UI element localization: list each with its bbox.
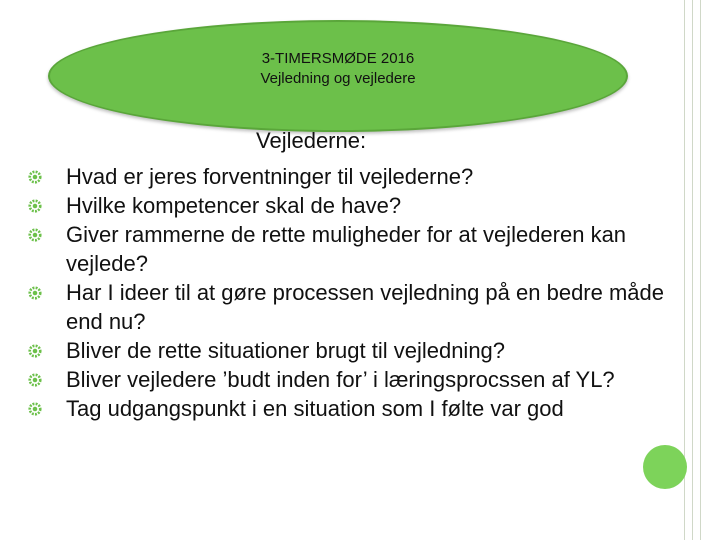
- bullet-text: Giver rammerne de rette muligheder for at vejlederen kan vejlede?: [66, 222, 627, 276]
- bullet-text: Bliver de rette situationer brugt til vejledning?: [66, 338, 506, 363]
- gear-bullet-icon: [28, 199, 42, 213]
- list-item: [28, 394, 668, 423]
- list-item: [28, 278, 668, 336]
- title-line-2: Vejledning og vejledere: [260, 70, 416, 87]
- gear-bullet-icon: [28, 170, 42, 184]
- title-line-1: 3-TIMERSMØDE 2016: [261, 50, 415, 67]
- list-item: [28, 191, 668, 220]
- section-heading: Vejlederne:: [256, 128, 367, 153]
- slide-title: [48, 49, 628, 89]
- border-line: [692, 0, 693, 540]
- gear-bullet-icon: [28, 286, 42, 300]
- bullet-text: Hvilke kompetencer skal de have?: [66, 193, 402, 218]
- list-item: [28, 336, 668, 365]
- list-item: [28, 365, 668, 394]
- decorative-circle: [643, 445, 687, 489]
- gear-bullet-icon: [28, 228, 42, 242]
- bullet-text: Hvad er jeres forventninger til vejlederne?: [66, 164, 474, 189]
- list-item: [28, 162, 668, 191]
- gear-bullet-icon: [28, 402, 42, 416]
- gear-bullet-icon: [28, 344, 42, 358]
- bullet-list: [28, 162, 668, 423]
- list-item: [28, 220, 668, 278]
- bullet-text: Bliver vejledere ’budt inden for’ i læringsprocssen af YL?: [66, 367, 615, 392]
- bullet-text: Har I ideer til at gøre processen vejledning på en bedre måde end nu?: [66, 280, 665, 334]
- border-line: [700, 0, 701, 540]
- gear-bullet-icon: [28, 373, 42, 387]
- bullet-text: Tag udgangspunkt i en situation som I følte var god: [66, 396, 564, 421]
